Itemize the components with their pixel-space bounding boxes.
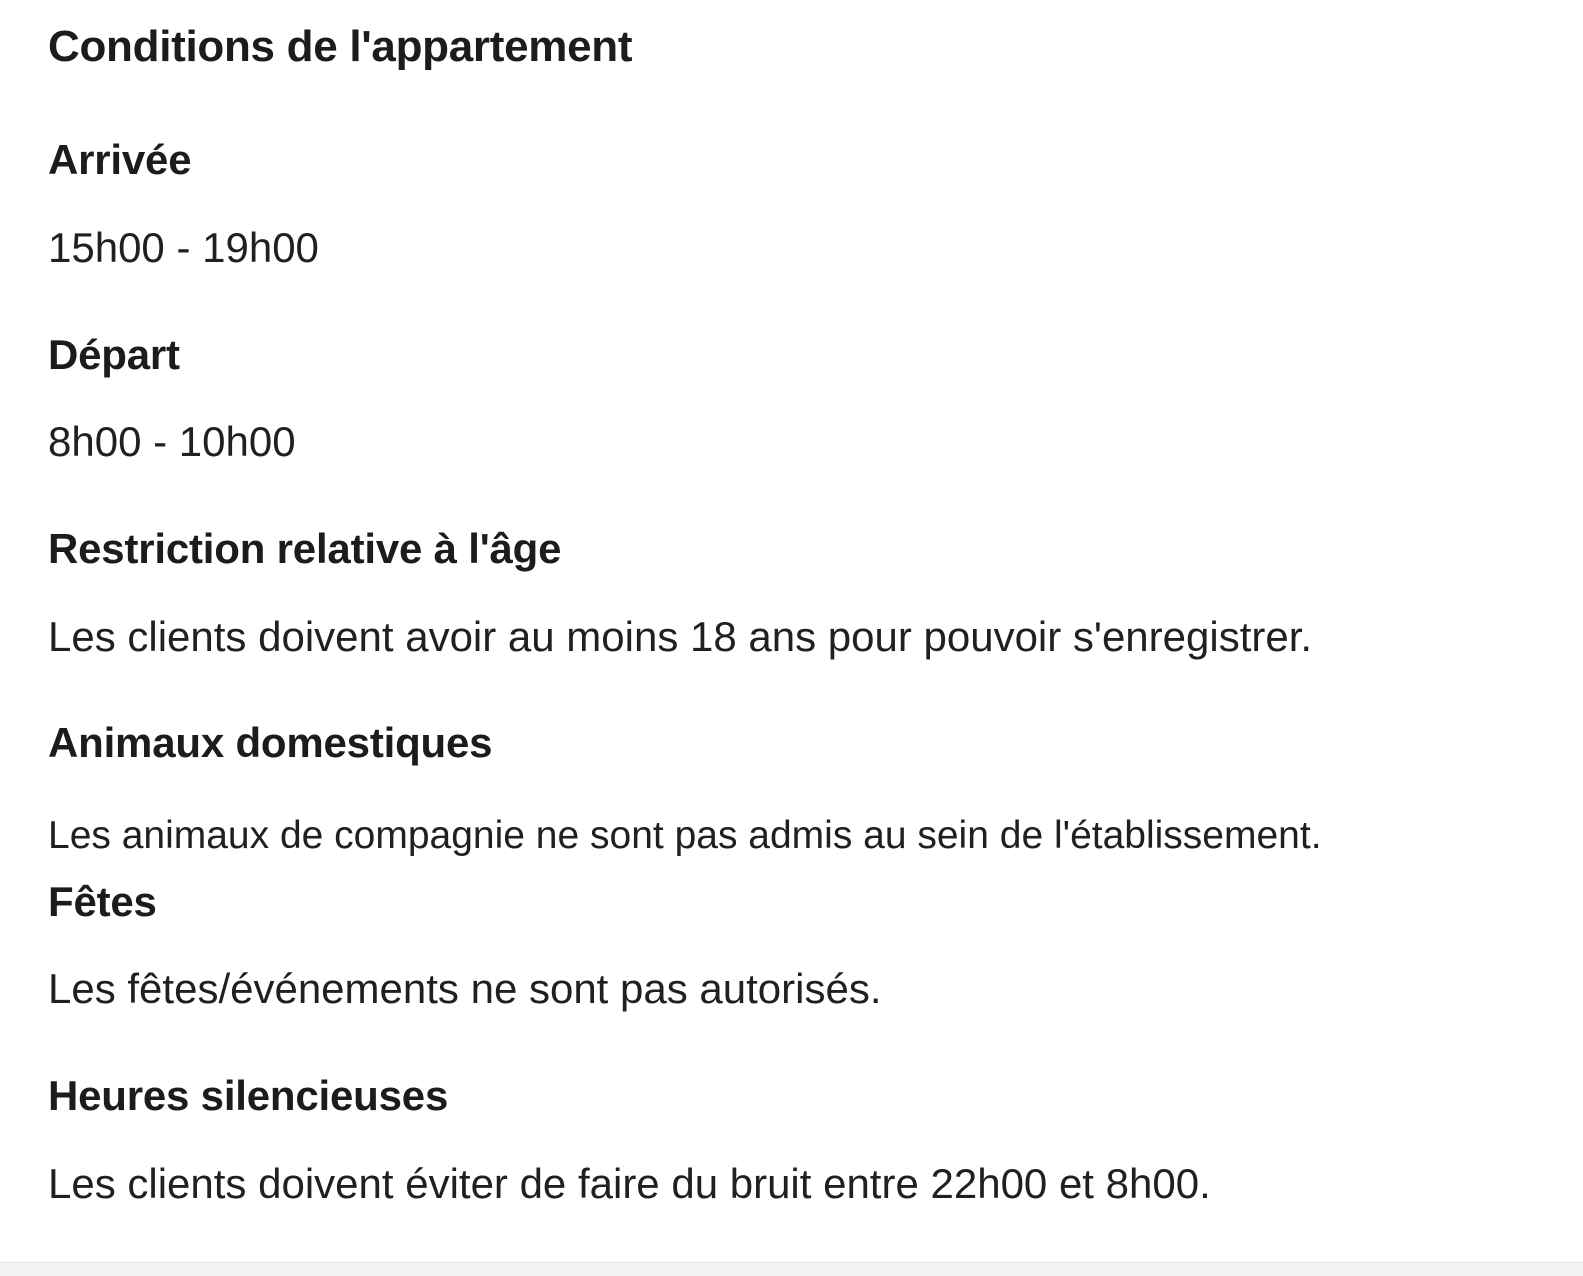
section-heading-departure: Départ — [48, 331, 180, 378]
bottom-divider — [0, 1262, 1583, 1276]
section-text-departure: 8h00 - 10h00 — [48, 418, 296, 465]
section-text-arrival: 15h00 - 19h00 — [48, 224, 319, 271]
section-text-age-restriction: Les clients doivent avoir au moins 18 ans pour pouvoir s'enregistrer. — [48, 613, 1313, 660]
section-heading-pets: Animaux domestiques — [48, 719, 493, 766]
section-text-parties: Les fêtes/événements ne sont pas autorisés. — [48, 965, 882, 1012]
section-heading-age-restriction: Restriction relative à l'âge — [48, 525, 562, 572]
page-title: Conditions de l'appartement — [48, 22, 633, 71]
section-text-pets: Les animaux de compagnie ne sont pas admis au sein de l'établissement. — [48, 814, 1322, 857]
section-heading-quiet-hours: Heures silencieuses — [48, 1072, 449, 1119]
section-text-quiet-hours: Les clients doivent éviter de faire du bruit entre 22h00 et 8h00. — [48, 1160, 1211, 1207]
section-heading-arrival: Arrivée — [48, 136, 192, 183]
section-heading-parties: Fêtes — [48, 878, 157, 925]
